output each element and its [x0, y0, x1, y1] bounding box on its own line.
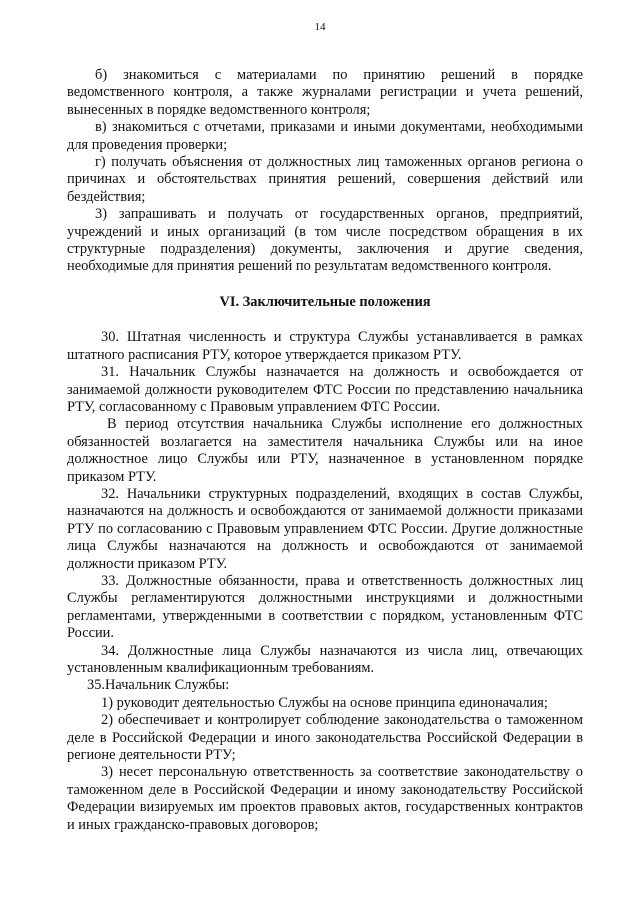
paragraph-31: 31. Начальник Службы назначается на должность и освобождается от занимаемой должности руководителем ФТС России по представлению начальника РТУ, согласованному с Правовым управлением ФТС России.	[67, 364, 583, 415]
paragraph-31-absence: В период отсутствия начальника Службы исполнение его должностных обязанностей возлагается на заместителя начальника Службы или на иное должностное лицо Службы или РТУ, назначенное в установленном порядке приказом РТУ.	[67, 416, 583, 485]
section-heading: VI. Заключительные положения	[219, 293, 431, 310]
paragraph-3: 3) запрашивать и получать от государственных органов, предприятий, учреждений и иных организаций (в том числе посредством обращения в их структурные подразделения) документы, заключения и другие сведения, необходимые для принятия решений по результатам ведомственного контроля.	[67, 206, 583, 275]
paragraph-32: 32. Начальники структурных подразделений, входящих в состав Службы, назначаются на должность и освобождаются от занимаемой должности приказами РТУ по согласованию с Правовым управлением ФТС России. Другие должностные лица Службы назначаются на должность и освобождаются от занимаемой должности приказом РТУ.	[67, 485, 583, 572]
paragraph-33: 33. Должностные обязанности, права и ответственность должностных лиц Службы регламентируются должностными инструкциями и должностными регламентами, утвержденными в соответствии с порядком, установленным ФТС России.	[67, 572, 583, 642]
paragraph-30: 30. Штатная численность и структура Службы устанавливается в рамках штатного расписания РТУ, которое утверждается приказом РТУ.	[67, 329, 583, 363]
document-body	[67, 67, 583, 834]
paragraph-35: 35.Начальник Службы:	[87, 677, 230, 694]
paragraph-35-1: 1) руководит деятельностью Службы на основе принципа единоначалия;	[101, 694, 548, 711]
page-number: 14	[314, 21, 326, 33]
paragraph-35-2: 2) обеспечивает и контролирует соблюдение законодательства о таможенном деле в Российской Федерации и иного законодательства Российской Федерации в регионе деятельности РТУ;	[67, 712, 583, 764]
paragraph-34: 34. Должностные лица Службы назначаются из числа лиц, отвечающих установленным квалификационным требованиям.	[67, 642, 583, 676]
paragraph-g: г) получать объяснения от должностных лиц таможенных органов региона о причинах и обстоятельствах принятия решений, совершения действий или бездействия;	[67, 154, 583, 205]
paragraph-35-3: 3) несет персональную ответственность за соответствие законодательству о таможенном деле в Российской Федерации и иному законодательству Российской Федерации визируемых им проектов правовых актов, государственных контрактов и иных гражданско-правовых договоров;	[67, 764, 583, 833]
paragraph-b: б) знакомиться с материалами по принятию решений в порядке ведомственного контроля, а также журналами регистрации и учета решений, вынесенных в порядке ведомственного контроля;	[67, 67, 583, 118]
paragraph-v: в) знакомиться с отчетами, приказами и иными документами, необходимыми для проведения проверки;	[67, 119, 583, 153]
